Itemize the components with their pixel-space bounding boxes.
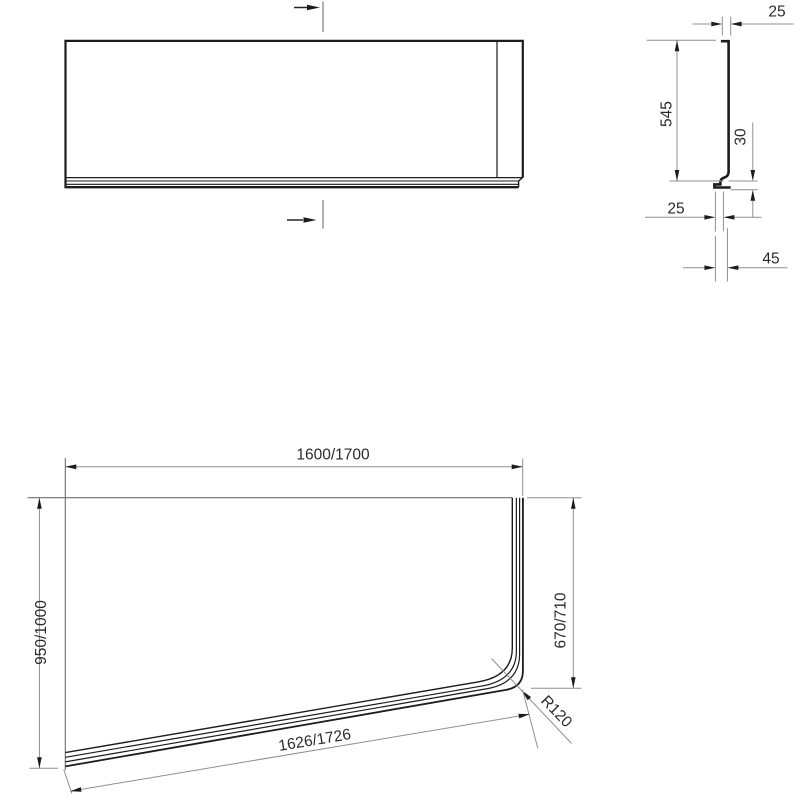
plan-panel-strip	[65, 498, 523, 767]
dim-side-height	[647, 40, 724, 181]
section-arrow-icon-top	[307, 5, 320, 11]
dim-label-side-bottom-depth: 45	[762, 250, 780, 268]
dim-arrow-icon	[704, 265, 715, 270]
dim-label-side-top-width: 25	[768, 3, 786, 21]
section-cut-marker-bottom	[287, 200, 323, 229]
dim-arrow-icon	[731, 22, 742, 27]
dim-label-side-height: 545	[658, 101, 676, 127]
dim-arrow-icon	[751, 170, 756, 181]
plan-panel-mid-line-1	[65, 498, 516, 758]
dim-arrow-icon	[711, 22, 722, 27]
section-cut-marker-top	[294, 2, 323, 33]
dim-arrow-icon	[675, 40, 680, 51]
dim-arrow-icon	[723, 215, 734, 220]
plan-view	[28, 447, 582, 794]
dim-label-side-step: 30	[732, 128, 750, 146]
dim-arrow-icon	[518, 714, 529, 719]
plan-panel-mid-line-2	[65, 498, 519, 762]
dim-side-bottom-depth	[683, 228, 788, 282]
dim-arrow-icon	[37, 498, 42, 509]
side-section-view	[645, 4, 794, 282]
plan-panel-outer-edge	[65, 498, 523, 767]
dim-arrow-icon	[751, 190, 756, 201]
dim-extension-lines	[722, 17, 730, 36]
side-profile-outline	[714, 41, 730, 187]
dim-plan-width	[65, 447, 522, 497]
front-panel-outline	[66, 41, 523, 188]
dim-side-bottom-offset	[645, 192, 762, 232]
dim-arrow-icon	[727, 265, 738, 270]
dim-label-plan-radius: R120	[537, 692, 576, 731]
dim-arrow-icon	[571, 677, 576, 688]
dim-label-plan-side: 670/710	[552, 592, 570, 649]
section-arrow-icon-bottom	[304, 217, 317, 223]
dim-plan-depth	[30, 498, 59, 769]
dim-extension-lines	[729, 181, 758, 190]
dim-plan-side	[527, 498, 582, 689]
dim-side-step	[729, 123, 758, 218]
dim-arrow-icon	[704, 215, 715, 220]
dim-plan-front-edge	[64, 690, 538, 794]
plan-panel-inner-edge	[65, 498, 512, 753]
dim-arrow-icon	[512, 464, 523, 469]
dim-extension-lines	[715, 228, 727, 282]
dim-label-plan-front-edge: 1626/1726	[277, 726, 353, 755]
dim-extension-lines	[715, 192, 723, 232]
dim-arrow-icon	[70, 787, 81, 792]
dim-label-plan-depth: 950/1000	[33, 600, 50, 665]
dim-label-plan-width: 1600/1700	[296, 446, 370, 464]
dim-side-top-width	[693, 4, 794, 36]
radius-leader-line	[492, 659, 572, 744]
dim-arrow-icon	[37, 757, 42, 768]
dim-arrow-icon	[675, 170, 680, 181]
dim-arrow-icon	[65, 464, 76, 469]
front-view	[65, 2, 523, 229]
dim-label-side-bottom-offset: 25	[667, 200, 685, 218]
dim-arrow-icon	[571, 498, 576, 509]
front-panel-right-step	[519, 178, 523, 188]
